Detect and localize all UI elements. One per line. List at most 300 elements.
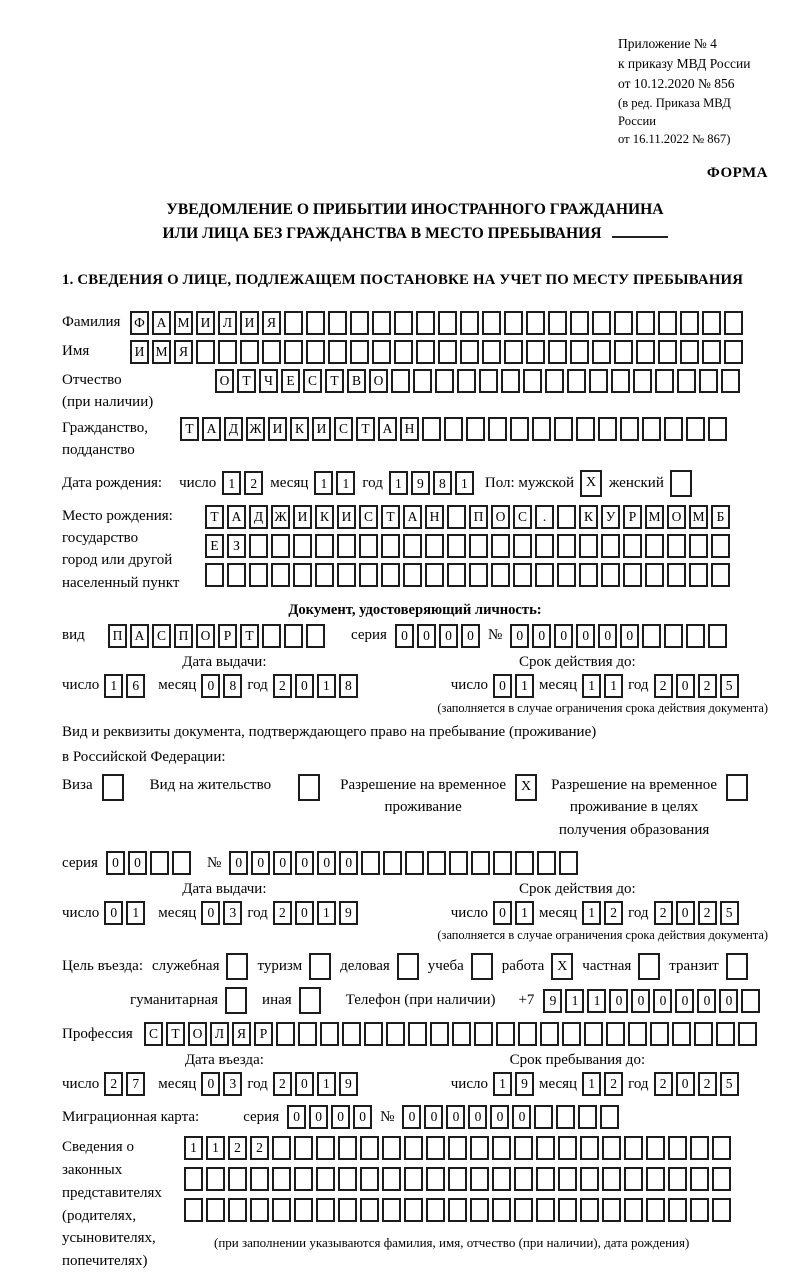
char-cell[interactable]: Т [325,369,344,393]
char-cell[interactable]: 0 [598,624,617,648]
char-cell[interactable] [360,1198,379,1222]
char-cell[interactable] [315,534,334,558]
char-cell[interactable] [196,340,215,364]
char-cell[interactable] [579,563,598,587]
char-cell[interactable] [580,1136,599,1160]
char-cell[interactable] [342,1022,361,1046]
char-cell[interactable] [218,340,237,364]
char-cell[interactable] [337,563,356,587]
char-cell[interactable] [518,1022,537,1046]
char-cell[interactable] [496,1022,515,1046]
study-checkbox[interactable] [471,953,493,980]
char-cell[interactable] [447,534,466,558]
char-cell[interactable] [702,311,721,335]
char-cell[interactable] [548,311,567,335]
char-cell[interactable]: 2 [698,1072,717,1096]
char-cell[interactable]: 3 [223,901,242,925]
char-cell[interactable] [364,1022,383,1046]
char-cell[interactable] [372,340,391,364]
char-cell[interactable] [250,1167,269,1191]
char-cell[interactable]: 0 [295,901,314,925]
char-cell[interactable] [492,1136,511,1160]
char-cell[interactable] [513,534,532,558]
char-cell[interactable] [361,851,380,875]
char-cell[interactable]: К [579,505,598,529]
char-cell[interactable] [403,534,422,558]
char-cell[interactable] [513,563,532,587]
char-cell[interactable]: 0 [493,901,512,925]
char-cell[interactable]: 0 [424,1105,443,1129]
char-cell[interactable]: С [334,417,353,441]
char-cell[interactable] [404,1167,423,1191]
char-cell[interactable]: Р [218,624,237,648]
char-cell[interactable] [416,311,435,335]
char-cell[interactable] [658,311,677,335]
char-cell[interactable] [514,1136,533,1160]
char-cell[interactable]: 0 [295,674,314,698]
char-cell[interactable]: П [469,505,488,529]
char-cell[interactable]: 2 [250,1136,269,1160]
char-cell[interactable] [624,1167,643,1191]
char-cell[interactable] [328,311,347,335]
char-cell[interactable] [272,1198,291,1222]
char-cell[interactable] [620,417,639,441]
char-cell[interactable]: 1 [587,989,606,1013]
char-cell[interactable] [614,311,633,335]
char-cell[interactable] [702,340,721,364]
char-cell[interactable]: 0 [468,1105,487,1129]
char-cell[interactable] [658,340,677,364]
char-cell[interactable] [690,1198,709,1222]
char-cell[interactable]: И [268,417,287,441]
char-cell[interactable]: 9 [515,1072,534,1096]
char-cell[interactable] [444,417,463,441]
char-cell[interactable]: 0 [439,624,458,648]
char-cell[interactable] [636,340,655,364]
char-cell[interactable]: Е [205,534,224,558]
char-cell[interactable]: 0 [675,989,694,1013]
char-cell[interactable] [606,1022,625,1046]
char-cell[interactable] [493,851,512,875]
char-cell[interactable] [738,1022,757,1046]
char-cell[interactable] [426,1136,445,1160]
char-cell[interactable] [172,851,191,875]
char-cell[interactable] [272,1136,291,1160]
char-cell[interactable] [448,1167,467,1191]
char-cell[interactable]: Я [232,1022,251,1046]
char-cell[interactable] [504,311,523,335]
humanitarian-checkbox[interactable] [225,987,247,1014]
char-cell[interactable] [579,534,598,558]
char-cell[interactable]: 2 [698,901,717,925]
char-cell[interactable] [294,1136,313,1160]
char-cell[interactable] [602,1198,621,1222]
char-cell[interactable]: 0 [201,674,220,698]
char-cell[interactable] [602,1136,621,1160]
char-cell[interactable] [712,1167,731,1191]
char-cell[interactable] [284,311,303,335]
char-cell[interactable] [598,417,617,441]
char-cell[interactable]: 1 [206,1136,225,1160]
char-cell[interactable] [724,311,743,335]
char-cell[interactable] [601,534,620,558]
char-cell[interactable] [614,340,633,364]
char-cell[interactable] [350,340,369,364]
char-cell[interactable] [689,534,708,558]
char-cell[interactable]: О [215,369,234,393]
char-cell[interactable] [482,340,501,364]
transit-checkbox[interactable] [726,953,748,980]
char-cell[interactable]: А [130,624,149,648]
char-cell[interactable] [686,417,705,441]
char-cell[interactable] [206,1167,225,1191]
char-cell[interactable] [680,340,699,364]
char-cell[interactable] [600,1105,619,1129]
char-cell[interactable]: 1 [515,674,534,698]
char-cell[interactable] [690,1167,709,1191]
char-cell[interactable] [293,563,312,587]
char-cell[interactable] [668,1167,687,1191]
char-cell[interactable] [471,851,490,875]
char-cell[interactable]: 0 [417,624,436,648]
char-cell[interactable]: П [174,624,193,648]
char-cell[interactable]: 0 [201,901,220,925]
char-cell[interactable]: О [491,505,510,529]
char-cell[interactable]: 1 [317,901,336,925]
char-cell[interactable] [359,563,378,587]
char-cell[interactable] [690,1136,709,1160]
char-cell[interactable]: 2 [698,674,717,698]
char-cell[interactable] [642,624,661,648]
char-cell[interactable] [382,1167,401,1191]
char-cell[interactable]: И [240,311,259,335]
char-cell[interactable] [228,1167,247,1191]
char-cell[interactable]: Т [356,417,375,441]
char-cell[interactable] [645,534,664,558]
char-cell[interactable] [514,1198,533,1222]
char-cell[interactable] [712,1136,731,1160]
char-cell[interactable] [646,1136,665,1160]
char-cell[interactable] [694,1022,713,1046]
char-cell[interactable] [650,1022,669,1046]
char-cell[interactable]: 1 [582,901,601,925]
char-cell[interactable]: 0 [446,1105,465,1129]
char-cell[interactable] [580,1167,599,1191]
tourism-checkbox[interactable] [309,953,331,980]
char-cell[interactable] [559,851,578,875]
char-cell[interactable]: 3 [223,1072,242,1096]
char-cell[interactable] [545,369,564,393]
char-cell[interactable] [460,340,479,364]
char-cell[interactable]: 0 [273,851,292,875]
char-cell[interactable] [315,563,334,587]
char-cell[interactable]: И [196,311,215,335]
char-cell[interactable] [316,1167,335,1191]
char-cell[interactable] [592,340,611,364]
char-cell[interactable] [262,340,281,364]
char-cell[interactable]: О [196,624,215,648]
residence-permit-checkbox[interactable] [298,774,320,801]
char-cell[interactable] [306,311,325,335]
char-cell[interactable] [404,1136,423,1160]
char-cell[interactable] [240,340,259,364]
char-cell[interactable]: 1 [455,471,474,495]
char-cell[interactable] [680,311,699,335]
char-cell[interactable]: Е [281,369,300,393]
char-cell[interactable] [623,534,642,558]
char-cell[interactable] [721,369,740,393]
char-cell[interactable]: 0 [229,851,248,875]
sex-male-checkbox[interactable]: X [580,470,602,497]
char-cell[interactable] [449,851,468,875]
char-cell[interactable] [403,563,422,587]
other-checkbox[interactable] [299,987,321,1014]
char-cell[interactable] [540,1022,559,1046]
char-cell[interactable]: 1 [222,471,241,495]
char-cell[interactable]: 9 [411,471,430,495]
char-cell[interactable]: 1 [389,471,408,495]
char-cell[interactable]: Ф [130,311,149,335]
char-cell[interactable]: 2 [654,1072,673,1096]
char-cell[interactable]: 0 [532,624,551,648]
char-cell[interactable]: 2 [654,901,673,925]
char-cell[interactable]: П [108,624,127,648]
char-cell[interactable] [562,1022,581,1046]
char-cell[interactable] [584,1022,603,1046]
char-cell[interactable] [557,534,576,558]
char-cell[interactable] [328,340,347,364]
char-cell[interactable] [668,1198,687,1222]
char-cell[interactable] [413,369,432,393]
char-cell[interactable]: Н [425,505,444,529]
char-cell[interactable]: 2 [244,471,263,495]
char-cell[interactable]: М [152,340,171,364]
char-cell[interactable]: 2 [604,1072,623,1096]
char-cell[interactable]: 7 [126,1072,145,1096]
char-cell[interactable] [558,1198,577,1222]
char-cell[interactable] [570,311,589,335]
char-cell[interactable] [686,624,705,648]
char-cell[interactable] [664,624,683,648]
char-cell[interactable] [184,1167,203,1191]
char-cell[interactable] [556,1105,575,1129]
char-cell[interactable]: 0 [287,1105,306,1129]
char-cell[interactable]: Т [166,1022,185,1046]
char-cell[interactable] [558,1136,577,1160]
business-checkbox[interactable] [397,953,419,980]
char-cell[interactable]: 0 [576,624,595,648]
char-cell[interactable] [633,369,652,393]
char-cell[interactable] [589,369,608,393]
private-checkbox[interactable] [638,953,660,980]
char-cell[interactable]: . [535,505,554,529]
char-cell[interactable] [548,340,567,364]
char-cell[interactable] [504,340,523,364]
visa-checkbox[interactable] [102,774,124,801]
char-cell[interactable]: 2 [604,901,623,925]
char-cell[interactable]: 0 [620,624,639,648]
char-cell[interactable]: А [403,505,422,529]
char-cell[interactable] [262,624,281,648]
char-cell[interactable] [557,563,576,587]
char-cell[interactable] [381,563,400,587]
char-cell[interactable]: 0 [106,851,125,875]
char-cell[interactable] [338,1167,357,1191]
char-cell[interactable]: Я [262,311,281,335]
char-cell[interactable] [438,311,457,335]
char-cell[interactable]: А [202,417,221,441]
char-cell[interactable] [576,417,595,441]
char-cell[interactable]: 0 [510,624,529,648]
char-cell[interactable] [488,417,507,441]
char-cell[interactable]: 0 [331,1105,350,1129]
char-cell[interactable] [452,1022,471,1046]
char-cell[interactable]: 1 [493,1072,512,1096]
char-cell[interactable]: И [312,417,331,441]
char-cell[interactable]: 1 [565,989,584,1013]
char-cell[interactable] [360,1136,379,1160]
char-cell[interactable] [422,417,441,441]
char-cell[interactable] [492,1198,511,1222]
char-cell[interactable]: А [152,311,171,335]
char-cell[interactable] [514,1167,533,1191]
work-checkbox[interactable]: X [551,953,573,980]
char-cell[interactable]: А [227,505,246,529]
char-cell[interactable] [408,1022,427,1046]
char-cell[interactable]: 0 [201,1072,220,1096]
char-cell[interactable]: 1 [582,674,601,698]
char-cell[interactable]: 2 [273,901,292,925]
char-cell[interactable] [284,624,303,648]
char-cell[interactable] [491,534,510,558]
char-cell[interactable]: Р [254,1022,273,1046]
char-cell[interactable] [425,534,444,558]
char-cell[interactable] [567,369,586,393]
char-cell[interactable] [536,1136,555,1160]
char-cell[interactable] [645,563,664,587]
char-cell[interactable] [416,340,435,364]
char-cell[interactable] [293,534,312,558]
char-cell[interactable]: У [601,505,620,529]
char-cell[interactable]: 1 [126,901,145,925]
char-cell[interactable] [491,563,510,587]
char-cell[interactable] [642,417,661,441]
char-cell[interactable]: И [130,340,149,364]
char-cell[interactable]: 0 [402,1105,421,1129]
char-cell[interactable] [435,369,454,393]
temp-residence-checkbox[interactable]: X [515,774,537,801]
char-cell[interactable] [427,851,446,875]
char-cell[interactable] [699,369,718,393]
char-cell[interactable] [448,1136,467,1160]
char-cell[interactable] [536,1167,555,1191]
char-cell[interactable] [501,369,520,393]
char-cell[interactable] [712,1198,731,1222]
char-cell[interactable]: 5 [720,1072,739,1096]
char-cell[interactable] [383,851,402,875]
char-cell[interactable] [672,1022,691,1046]
char-cell[interactable] [184,1198,203,1222]
char-cell[interactable]: Ч [259,369,278,393]
char-cell[interactable]: 9 [339,1072,358,1096]
char-cell[interactable]: А [378,417,397,441]
char-cell[interactable] [624,1198,643,1222]
char-cell[interactable]: 0 [251,851,270,875]
char-cell[interactable]: 2 [654,674,673,698]
char-cell[interactable] [623,563,642,587]
char-cell[interactable] [646,1198,665,1222]
char-cell[interactable] [337,534,356,558]
char-cell[interactable]: К [315,505,334,529]
char-cell[interactable]: С [359,505,378,529]
char-cell[interactable]: Д [224,417,243,441]
char-cell[interactable]: 0 [395,624,414,648]
char-cell[interactable]: С [152,624,171,648]
char-cell[interactable]: 0 [676,901,695,925]
char-cell[interactable] [338,1198,357,1222]
char-cell[interactable] [592,311,611,335]
char-cell[interactable] [624,1136,643,1160]
char-cell[interactable]: 0 [676,1072,695,1096]
char-cell[interactable] [316,1136,335,1160]
char-cell[interactable] [381,534,400,558]
char-cell[interactable]: 0 [676,674,695,698]
char-cell[interactable] [492,1167,511,1191]
char-cell[interactable]: 2 [228,1136,247,1160]
char-cell[interactable] [272,1167,291,1191]
char-cell[interactable]: 0 [512,1105,531,1129]
char-cell[interactable]: 2 [273,1072,292,1096]
char-cell[interactable] [386,1022,405,1046]
char-cell[interactable] [716,1022,735,1046]
char-cell[interactable] [580,1198,599,1222]
char-cell[interactable] [394,311,413,335]
char-cell[interactable] [646,1167,665,1191]
char-cell[interactable]: 1 [104,674,123,698]
char-cell[interactable] [667,563,686,587]
char-cell[interactable]: 9 [543,989,562,1013]
char-cell[interactable] [404,1198,423,1222]
char-cell[interactable]: И [337,505,356,529]
char-cell[interactable]: 1 [184,1136,203,1160]
char-cell[interactable] [294,1167,313,1191]
char-cell[interactable]: Ж [246,417,265,441]
char-cell[interactable] [523,369,542,393]
char-cell[interactable]: 1 [336,471,355,495]
char-cell[interactable] [724,340,743,364]
char-cell[interactable]: 0 [295,1072,314,1096]
char-cell[interactable] [578,1105,597,1129]
char-cell[interactable]: З [227,534,246,558]
char-cell[interactable] [655,369,674,393]
char-cell[interactable] [479,369,498,393]
char-cell[interactable]: 5 [720,674,739,698]
char-cell[interactable]: 0 [461,624,480,648]
char-cell[interactable]: 2 [273,674,292,698]
char-cell[interactable] [689,563,708,587]
char-cell[interactable] [570,340,589,364]
char-cell[interactable] [276,1022,295,1046]
char-cell[interactable] [425,563,444,587]
char-cell[interactable]: Т [205,505,224,529]
char-cell[interactable] [294,1198,313,1222]
char-cell[interactable] [227,563,246,587]
official-checkbox[interactable] [226,953,248,980]
char-cell[interactable] [206,1198,225,1222]
char-cell[interactable]: 9 [339,901,358,925]
char-cell[interactable] [426,1167,445,1191]
char-cell[interactable] [205,563,224,587]
